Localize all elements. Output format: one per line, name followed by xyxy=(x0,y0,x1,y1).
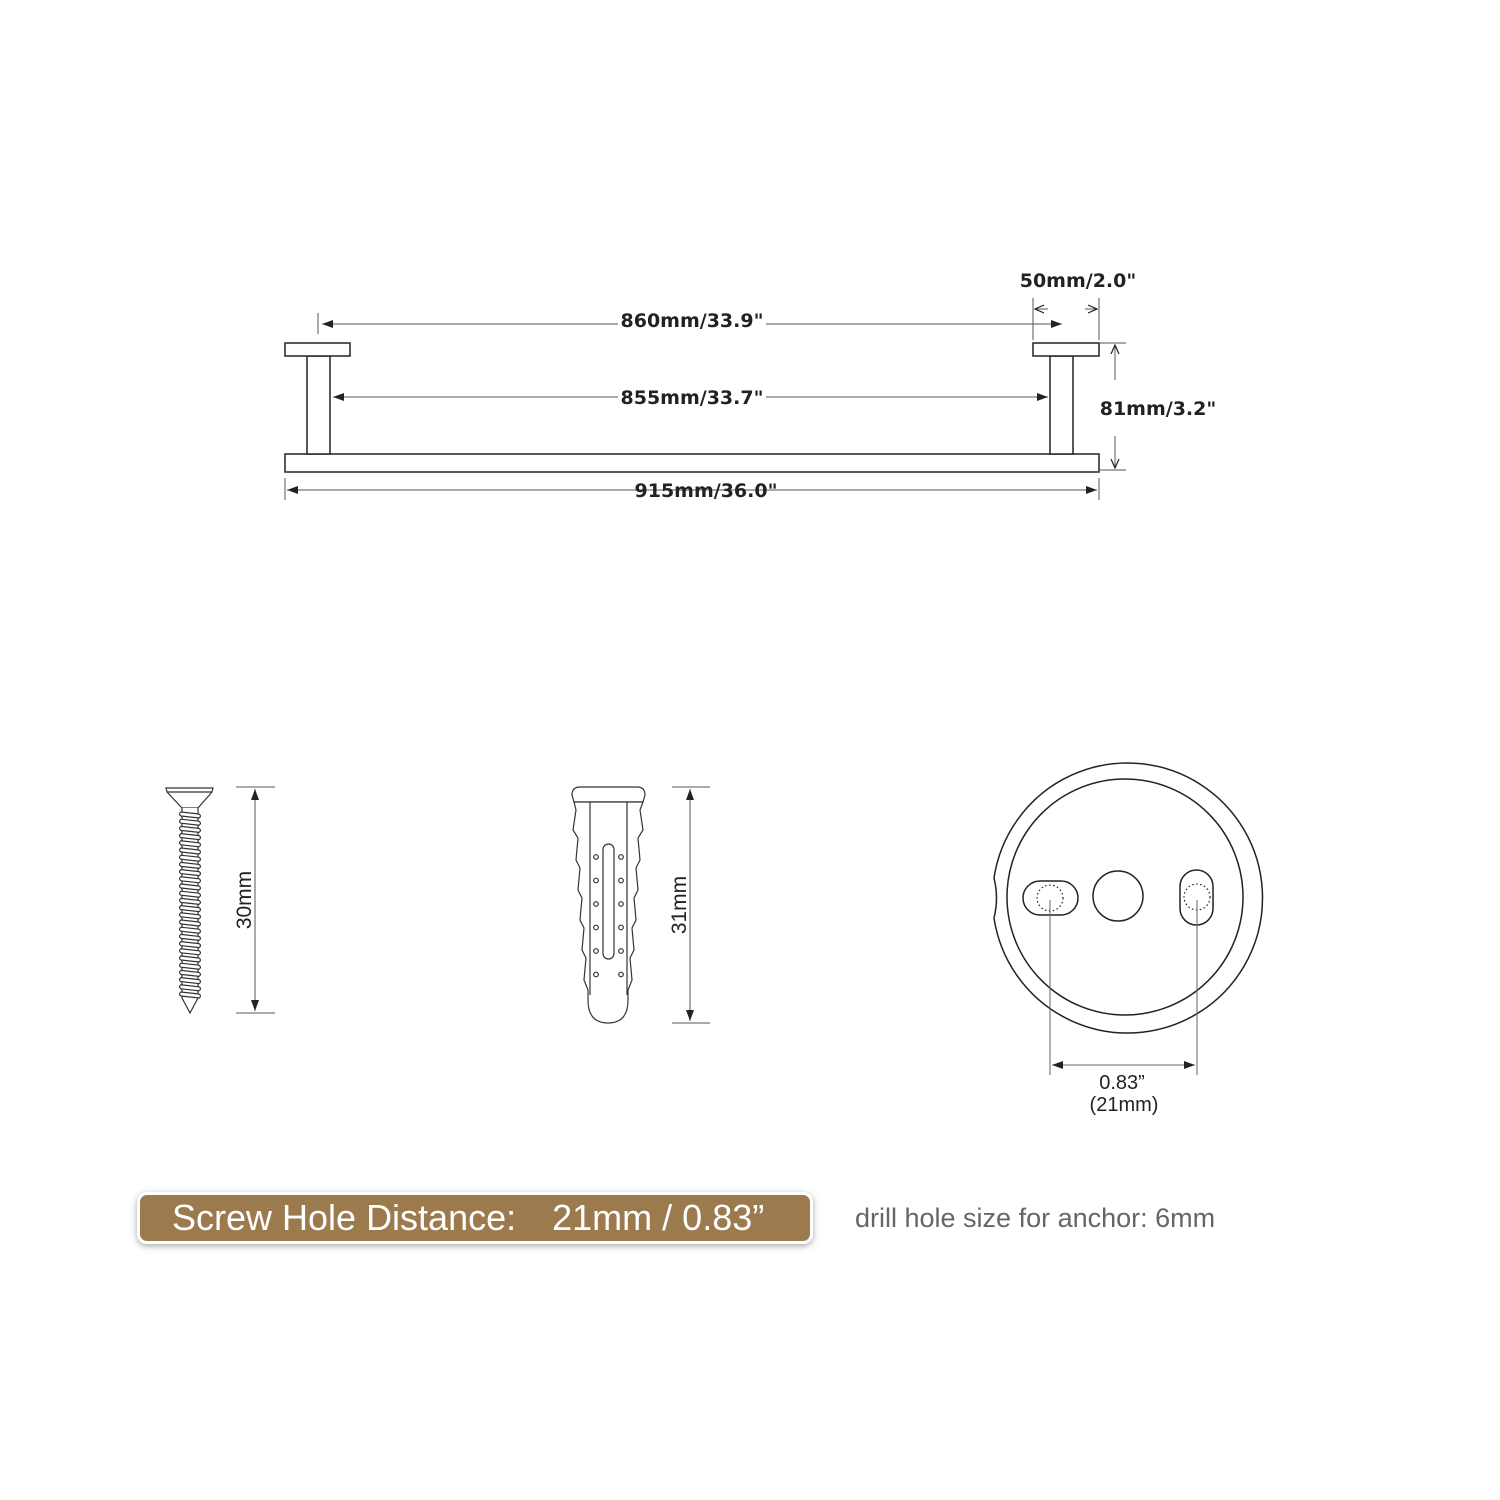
banner-label: Screw Hole Distance: xyxy=(172,1197,517,1238)
hole-distance-mm: (21mm) xyxy=(1089,1094,1159,1116)
hole-distance-dimension xyxy=(1050,900,1197,1075)
bar-rod xyxy=(285,454,1099,472)
drill-hole-note: drill hole size for anchor: 6mm xyxy=(855,1203,1216,1233)
screw-length: 30mm xyxy=(233,870,256,930)
hole-distance-in: 0.83” xyxy=(1099,1072,1145,1094)
left-post xyxy=(307,356,330,454)
dim-projection: 81mm/3.2" xyxy=(1099,398,1217,420)
anchor-hole-dot xyxy=(594,855,599,860)
left-base xyxy=(285,343,350,356)
dim-center-to-center: 860mm/33.9" xyxy=(620,310,764,332)
screw-hole-distance-banner xyxy=(137,1192,813,1244)
dim-inner-span: 855mm/33.7" xyxy=(620,387,764,409)
anchor-hole-dot xyxy=(619,878,624,883)
right-base xyxy=(1033,343,1099,356)
dim-overall-length: 915mm/36.0" xyxy=(634,480,778,502)
anchor-hole-dot xyxy=(594,949,599,954)
anchor-drawing xyxy=(572,787,645,1023)
right-post xyxy=(1050,356,1073,454)
anchor-hole-dot xyxy=(594,902,599,907)
dim-base-diameter: 50mm/2.0" xyxy=(1019,270,1137,292)
plate-outer xyxy=(994,763,1263,1033)
anchor-hole-dot xyxy=(619,925,624,930)
screw-drawing xyxy=(166,788,213,1013)
anchor-hole-dot xyxy=(619,902,624,907)
banner-value: 21mm / 0.83” xyxy=(552,1197,765,1238)
anchor-length: 31mm xyxy=(668,875,691,935)
anchor-hole-dot xyxy=(594,972,599,977)
anchor-hole-dot xyxy=(594,925,599,930)
plate-inner xyxy=(1007,779,1243,1015)
anchor-hole-dot xyxy=(619,972,624,977)
mount-plate-drawing xyxy=(994,763,1263,1033)
center-hole xyxy=(1093,871,1143,921)
anchor-hole-dot xyxy=(619,949,624,954)
anchor-hole-dot xyxy=(619,855,624,860)
anchor-hole-dot xyxy=(594,878,599,883)
